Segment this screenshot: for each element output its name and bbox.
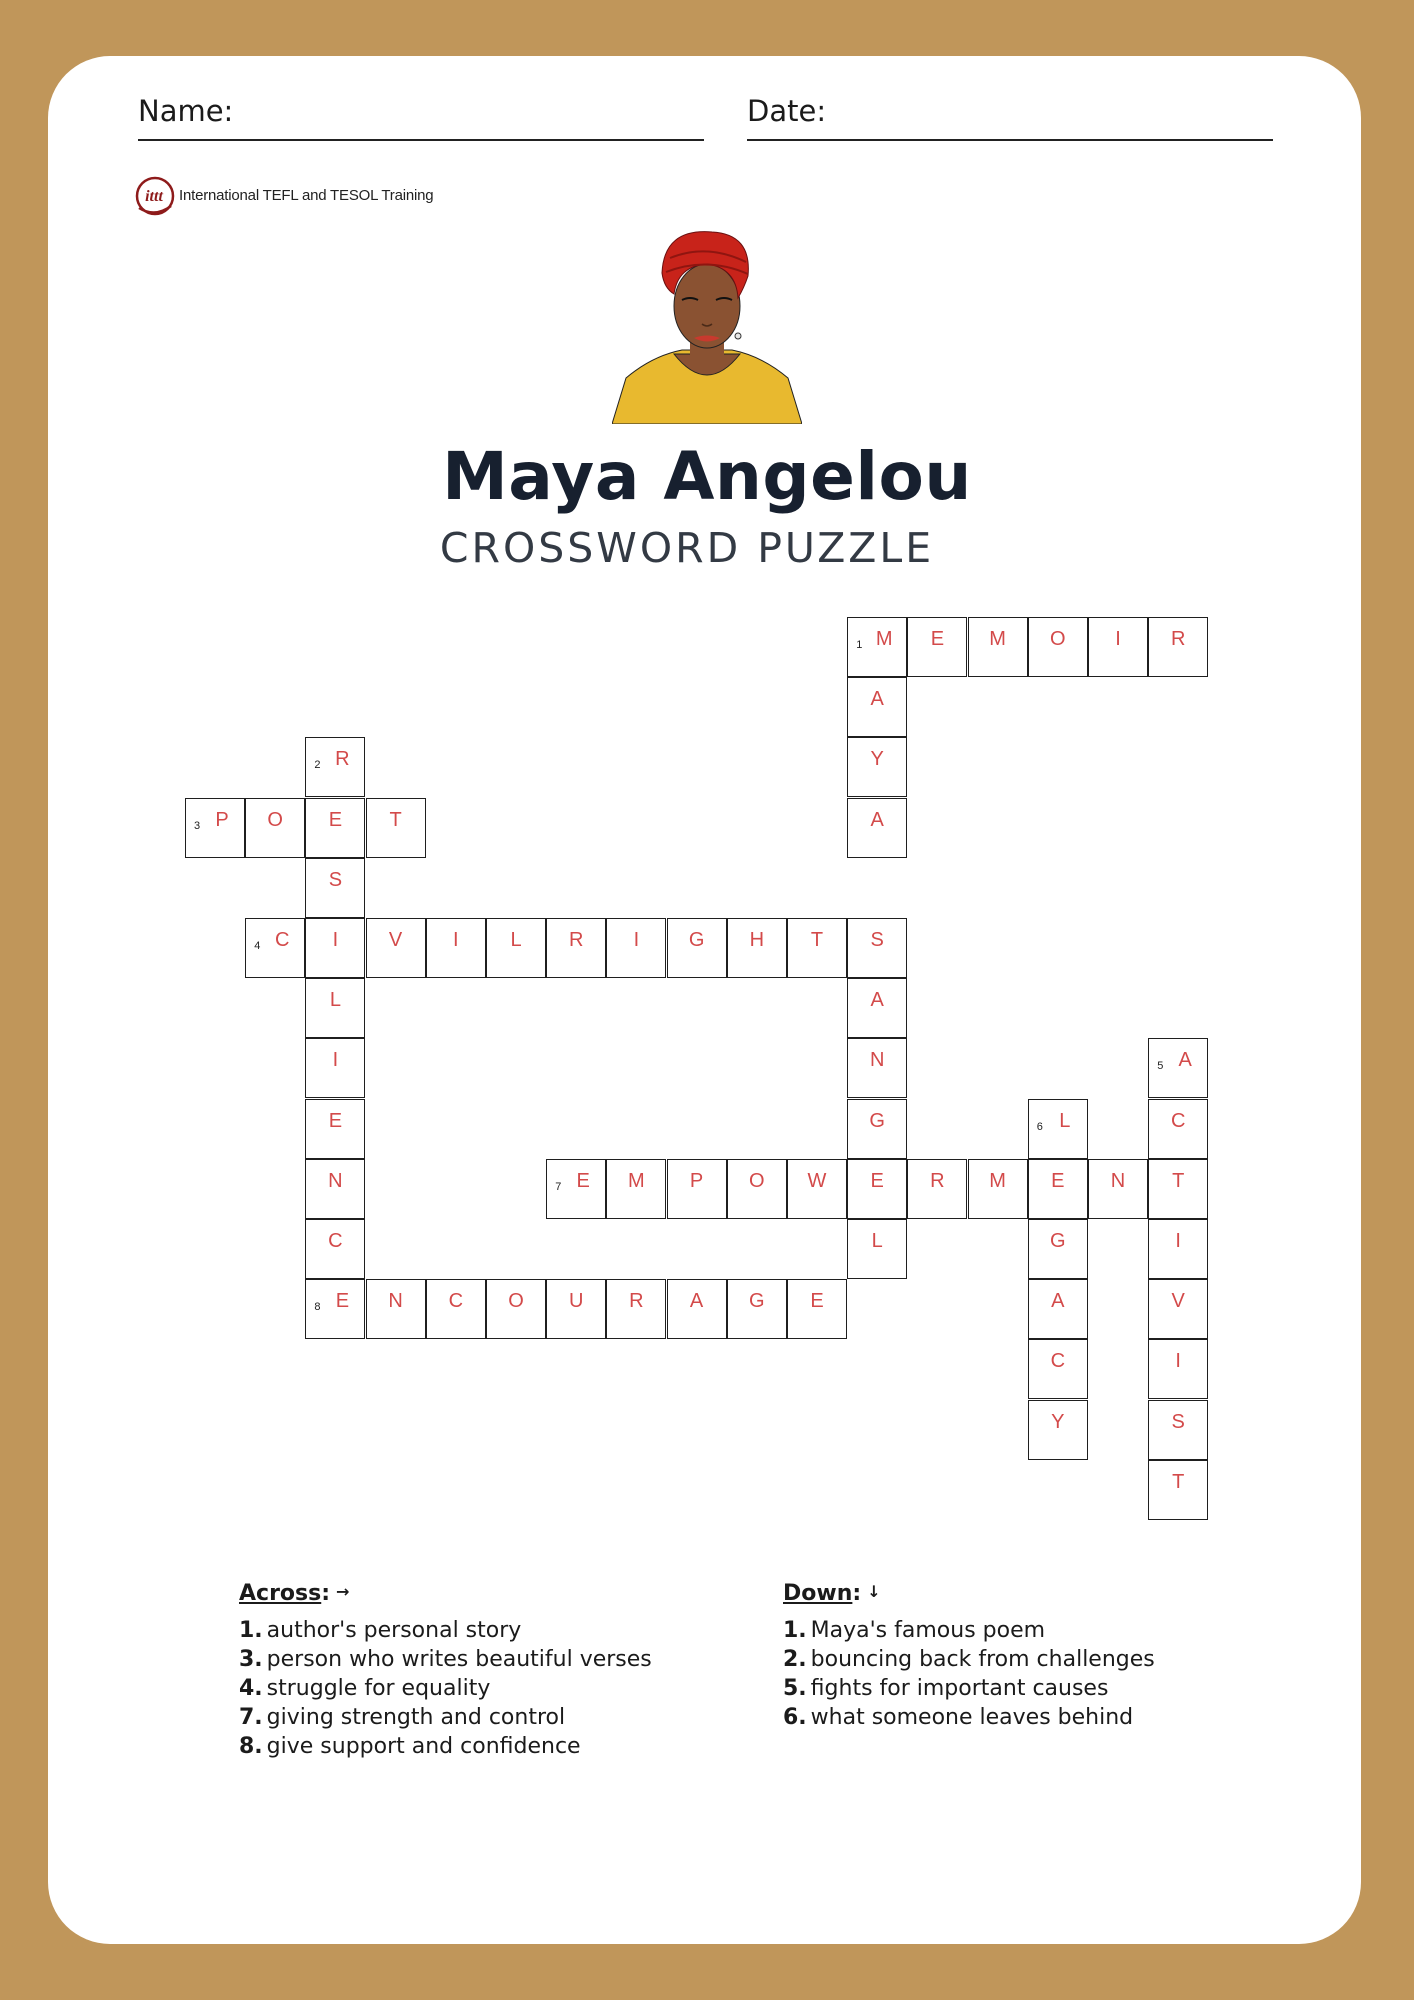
answer-letter: L <box>329 989 341 1012</box>
answer-letter: O <box>1050 628 1066 650</box>
answer-letter: R <box>1170 628 1186 650</box>
answer-letter: I <box>1175 1350 1181 1373</box>
answer-letter: L <box>510 929 522 951</box>
clue-number: 3 <box>194 819 201 832</box>
down-clues <box>783 1581 1155 1732</box>
answer-letter: I <box>633 929 640 951</box>
answer-letter: A <box>1178 1049 1192 1072</box>
answer-letter: L <box>1059 1109 1071 1132</box>
answer-letter: A <box>1051 1290 1065 1313</box>
answer-letter: N <box>869 1049 885 1072</box>
date-field[interactable] <box>747 139 1273 141</box>
answer-letter: G <box>869 1109 885 1132</box>
clue-number: 7 <box>555 1180 562 1193</box>
clue-item: 1. author's personal story <box>239 1618 522 1643</box>
ittt-logo <box>133 173 433 217</box>
answer-letter: E <box>810 1290 824 1313</box>
page-subtitle: CROSSWORD PUZZLE <box>439 524 935 572</box>
answer-letter: A <box>870 808 884 831</box>
answer-letter: L <box>871 1230 883 1252</box>
answer-letter: G <box>749 1290 765 1313</box>
answer-letter: E <box>870 1169 884 1192</box>
answer-letter: V <box>388 929 403 951</box>
answer-letter: S <box>1171 1410 1185 1433</box>
answer-letter: C <box>274 929 290 951</box>
answer-letter: M <box>875 628 893 650</box>
answer-letter: W <box>807 1169 827 1192</box>
answer-letter: E <box>328 1109 343 1132</box>
answer-letter: O <box>749 1169 765 1192</box>
clue-item: 1. Maya's famous poem <box>783 1618 1046 1643</box>
answer-letter: E <box>1051 1169 1065 1192</box>
answer-letter: E <box>335 1290 350 1313</box>
ittt-logo-icon <box>133 174 175 216</box>
clue-item: 4. struggle for equality <box>239 1676 491 1701</box>
answer-letter: Y <box>1051 1410 1065 1433</box>
answer-letter: R <box>629 1290 644 1313</box>
clue-item: 2. bouncing back from challenges <box>783 1647 1155 1672</box>
logo-text: International TEFL and TESOL Training <box>179 186 434 204</box>
answer-letter: P <box>689 1169 704 1192</box>
answer-letter: C <box>448 1290 464 1313</box>
answer-letter: E <box>576 1169 590 1192</box>
answer-letter: C <box>328 1230 343 1252</box>
clue-number: 2 <box>314 759 321 772</box>
answer-letter: T <box>810 929 824 951</box>
answer-letter: G <box>688 929 705 951</box>
answer-letter: R <box>930 1169 945 1192</box>
answer-letter: A <box>870 688 884 711</box>
answer-letter: M <box>989 628 1006 650</box>
answer-letter: C <box>1170 1109 1186 1132</box>
answer-letter: H <box>749 929 765 951</box>
arrow-right-icon: → <box>336 1582 350 1601</box>
answer-letter: N <box>388 1290 403 1313</box>
svg-text:ittt: ittt <box>145 188 163 205</box>
clue-number: 1 <box>856 639 863 651</box>
answer-letter: R <box>335 748 350 771</box>
across-heading: Across: → <box>239 1581 350 1606</box>
maya-angelou-portrait <box>612 228 802 424</box>
answer-letter: N <box>1110 1169 1126 1192</box>
answer-letter: R <box>568 929 584 951</box>
clue-item: 3. person who writes beautiful verses <box>239 1647 652 1672</box>
name-field[interactable] <box>138 139 704 141</box>
answer-letter: Y <box>870 748 884 771</box>
answer-letter: M <box>628 1169 645 1192</box>
answer-letter: S <box>870 929 884 951</box>
across-clues <box>239 1581 652 1761</box>
clue-number: 4 <box>254 940 261 952</box>
answer-letter: I <box>1175 1230 1181 1252</box>
answer-letter: O <box>267 808 283 831</box>
arrow-down-icon: ↓ <box>867 1582 881 1601</box>
answer-letter: I <box>1115 628 1121 650</box>
clue-number: 6 <box>1036 1120 1043 1133</box>
answer-letter: U <box>568 1290 584 1313</box>
clue-item: 5. fights for important causes <box>783 1676 1109 1701</box>
clue-number: 8 <box>314 1301 321 1314</box>
answer-letter: E <box>930 628 945 650</box>
answer-letter: N <box>328 1169 343 1192</box>
answer-letter: T <box>1172 1169 1185 1192</box>
answer-letter: S <box>328 868 343 891</box>
answer-letter: T <box>389 808 402 831</box>
clue-item: 7. giving strength and control <box>239 1705 566 1730</box>
answer-letter: G <box>1050 1230 1066 1252</box>
answer-letter: I <box>332 929 339 951</box>
page-title: Maya Angelou <box>442 438 972 515</box>
answer-letter: A <box>689 1290 704 1313</box>
date-label: Date: <box>747 94 827 128</box>
answer-letter: I <box>453 929 459 951</box>
clue-item: 8. give support and confidence <box>239 1734 581 1759</box>
answer-letter: P <box>215 808 229 831</box>
clue-item: 6. what someone leaves behind <box>783 1705 1134 1730</box>
answer-letter: C <box>1050 1350 1066 1373</box>
answer-letter: T <box>1172 1470 1185 1493</box>
answer-letter: M <box>989 1169 1006 1192</box>
name-label: Name: <box>138 94 234 128</box>
answer-letter: A <box>870 989 884 1012</box>
down-heading: Down: ↓ <box>783 1581 881 1606</box>
answer-letter: I <box>332 1049 339 1072</box>
clue-number: 5 <box>1157 1060 1164 1073</box>
answer-letter: O <box>508 1290 524 1313</box>
answer-letter: V <box>1171 1290 1185 1313</box>
answer-letter: E <box>328 808 343 831</box>
